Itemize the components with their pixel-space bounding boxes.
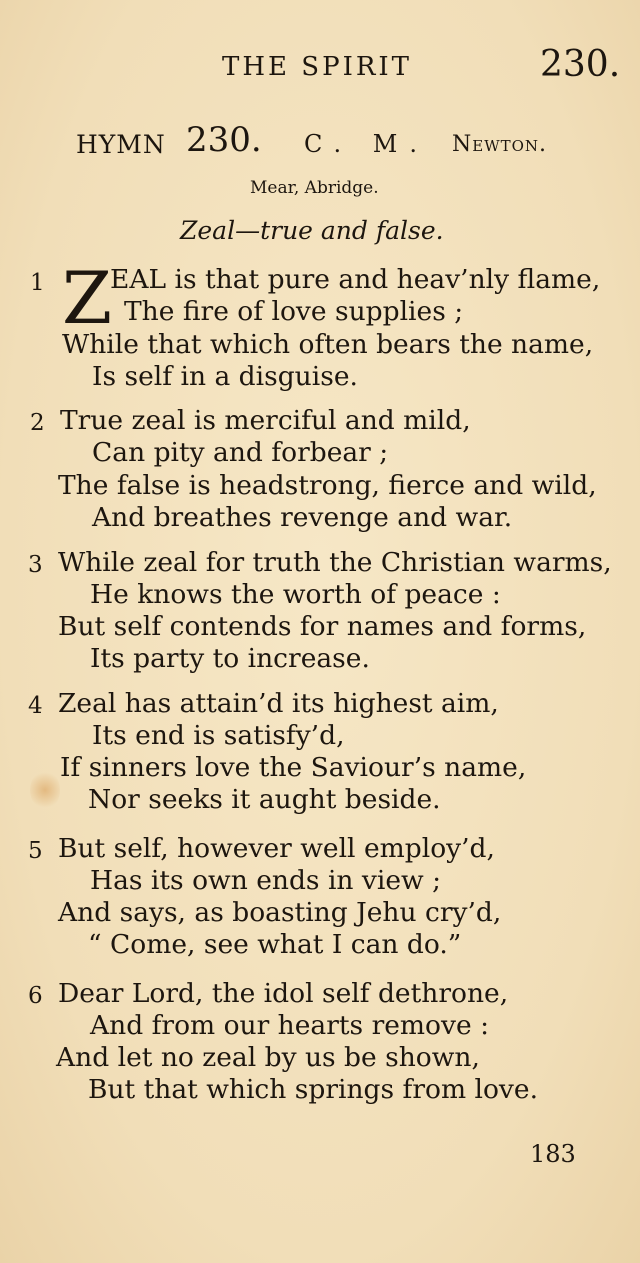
- page-stain: [30, 770, 60, 810]
- verse-line: EAL is that pure and heav’nly flame,: [110, 264, 601, 295]
- verse-line: And breathes revenge and war.: [92, 502, 513, 533]
- running-title: THE SPIRIT: [222, 52, 413, 82]
- verse-line: The false is headstrong, fierce and wild,: [58, 470, 597, 501]
- verse-line: He knows the worth of peace :: [90, 579, 501, 610]
- verse-line: Can pity and forbear ;: [92, 437, 389, 468]
- hymn-label: HYMN: [76, 130, 166, 159]
- tune-names: Mear, Abridge.: [250, 178, 379, 198]
- verse-number: 6: [28, 983, 43, 1009]
- hymn-author: Newton.: [452, 132, 548, 157]
- page-number: 230.: [540, 44, 621, 85]
- verse-line: True zeal is merciful and mild,: [60, 405, 471, 436]
- verse-line: Nor seeks it aught beside.: [88, 784, 441, 815]
- verse-line: And from our hearts remove :: [90, 1010, 490, 1041]
- drop-cap: Z: [62, 256, 113, 340]
- hymn-number: 230.: [186, 120, 262, 160]
- verse-line: Is self in a disguise.: [92, 361, 358, 392]
- verse-line: But that which springs from love.: [88, 1074, 539, 1105]
- verse-line: The fire of love supplies ;: [124, 296, 464, 327]
- verse-line: Dear Lord, the idol self dethrone,: [58, 978, 509, 1009]
- verse-line: While that which often bears the name,: [62, 329, 594, 360]
- verse-line: Its party to increase.: [90, 643, 370, 674]
- verse-line: And says, as boasting Jehu cry’d,: [58, 897, 502, 928]
- verse-line: Zeal has attain’d its highest aim,: [58, 688, 499, 719]
- hymn-subtitle: Zeal—true and false.: [180, 216, 444, 245]
- verse-line: While zeal for truth the Christian warms,: [58, 547, 612, 578]
- verse-line: Has its own ends in view ;: [90, 865, 442, 896]
- verse-number: 5: [28, 838, 43, 864]
- verse-line: But self, however well employ’d,: [58, 833, 495, 864]
- verse-number: 3: [28, 552, 43, 578]
- hymn-meter: C. M.: [304, 130, 429, 158]
- verse-number: 2: [30, 410, 45, 436]
- verse-line: Its end is satisfy’d,: [92, 720, 345, 751]
- verse-line: If sinners love the Saviour’s name,: [60, 752, 527, 783]
- signature-number: 183: [530, 1140, 576, 1168]
- verse-number: 4: [28, 693, 43, 719]
- verse-number: 1: [30, 270, 45, 296]
- verse-line: And let no zeal by us be shown,: [56, 1042, 480, 1073]
- verse-line: “ Come, see what I can do.”: [88, 929, 462, 960]
- verse-line: But self contends for names and forms,: [58, 611, 587, 642]
